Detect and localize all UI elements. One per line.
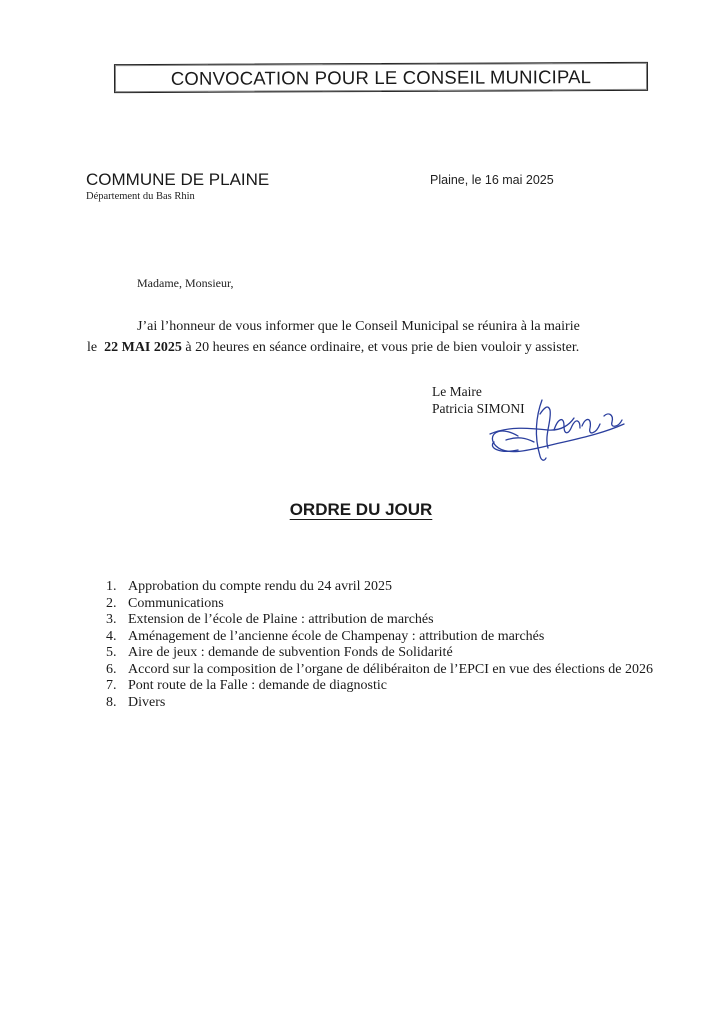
signatory-name: Patricia SIMONI [432, 401, 525, 416]
agenda-item [106, 579, 653, 596]
meeting-date: 22 MAI 2025 [104, 340, 182, 355]
agenda-item-number: 7. [106, 678, 117, 693]
agenda-item [106, 695, 653, 712]
letter-line-2-prefix: le [87, 340, 98, 355]
departement-name: Département du Bas Rhin [86, 191, 195, 202]
agenda-item-number: 6. [106, 661, 117, 677]
handwritten-signature [478, 396, 638, 464]
agenda-item [106, 612, 653, 629]
agenda-heading-text: ORDRE DU JOUR [289, 500, 433, 519]
agenda-item-text: Approbation du compte rendu du 24 avril 2025 [128, 579, 393, 594]
agenda-item [106, 629, 653, 646]
letter-line-2 [87, 340, 579, 356]
agenda-item-number: 3. [106, 612, 117, 627]
letter-line-1: J’ai l’honneur de vous informer que le Conseil Municipal se réunira à la mairie [137, 319, 580, 334]
agenda-item [106, 596, 653, 613]
agenda-item-number: 4. [106, 628, 117, 644]
agenda-item-text: Extension de l’école de Plaine : attribution de marchés [128, 612, 434, 627]
agenda-item [106, 645, 653, 662]
agenda-item-text: Aire de jeux : demande de subvention Fonds de Solidarité [128, 645, 453, 660]
salutation: Madame, Monsieur, [137, 276, 234, 290]
document-title-text: CONVOCATION POUR LE CONSEIL MUNICIPAL [170, 65, 592, 89]
agenda-item-number: 2. [106, 595, 117, 611]
agenda-item [106, 662, 653, 679]
signatory-title: Le Maire [432, 384, 482, 399]
agenda-item-text: Pont route de la Falle : demande de diagnostic [128, 678, 387, 693]
agenda-list [106, 579, 653, 711]
agenda-item-text: Divers [128, 694, 166, 710]
letter-line-2-rest: à 20 heures en séance ordinaire, et vous prie de bien vouloir y assister. [185, 340, 580, 355]
agenda-item-number: 1. [106, 579, 117, 594]
agenda-item-text: Communications [128, 595, 224, 611]
agenda-item-number: 8. [106, 694, 117, 710]
agenda-item-text: Accord sur la composition de l’organe de délibéraiton de l’EPCI en vue des élections de 2026 [128, 661, 653, 677]
commune-name: COMMUNE DE PLAINE [86, 170, 270, 189]
agenda-heading [0, 500, 724, 520]
agenda-item [106, 678, 653, 695]
document-title [114, 62, 648, 93]
date-line: Plaine, le 16 mai 2025 [430, 173, 554, 187]
agenda-item-text: Aménagement de l’ancienne école de Champenay : attribution de marchés [128, 628, 545, 644]
agenda-item-number: 5. [106, 645, 117, 660]
